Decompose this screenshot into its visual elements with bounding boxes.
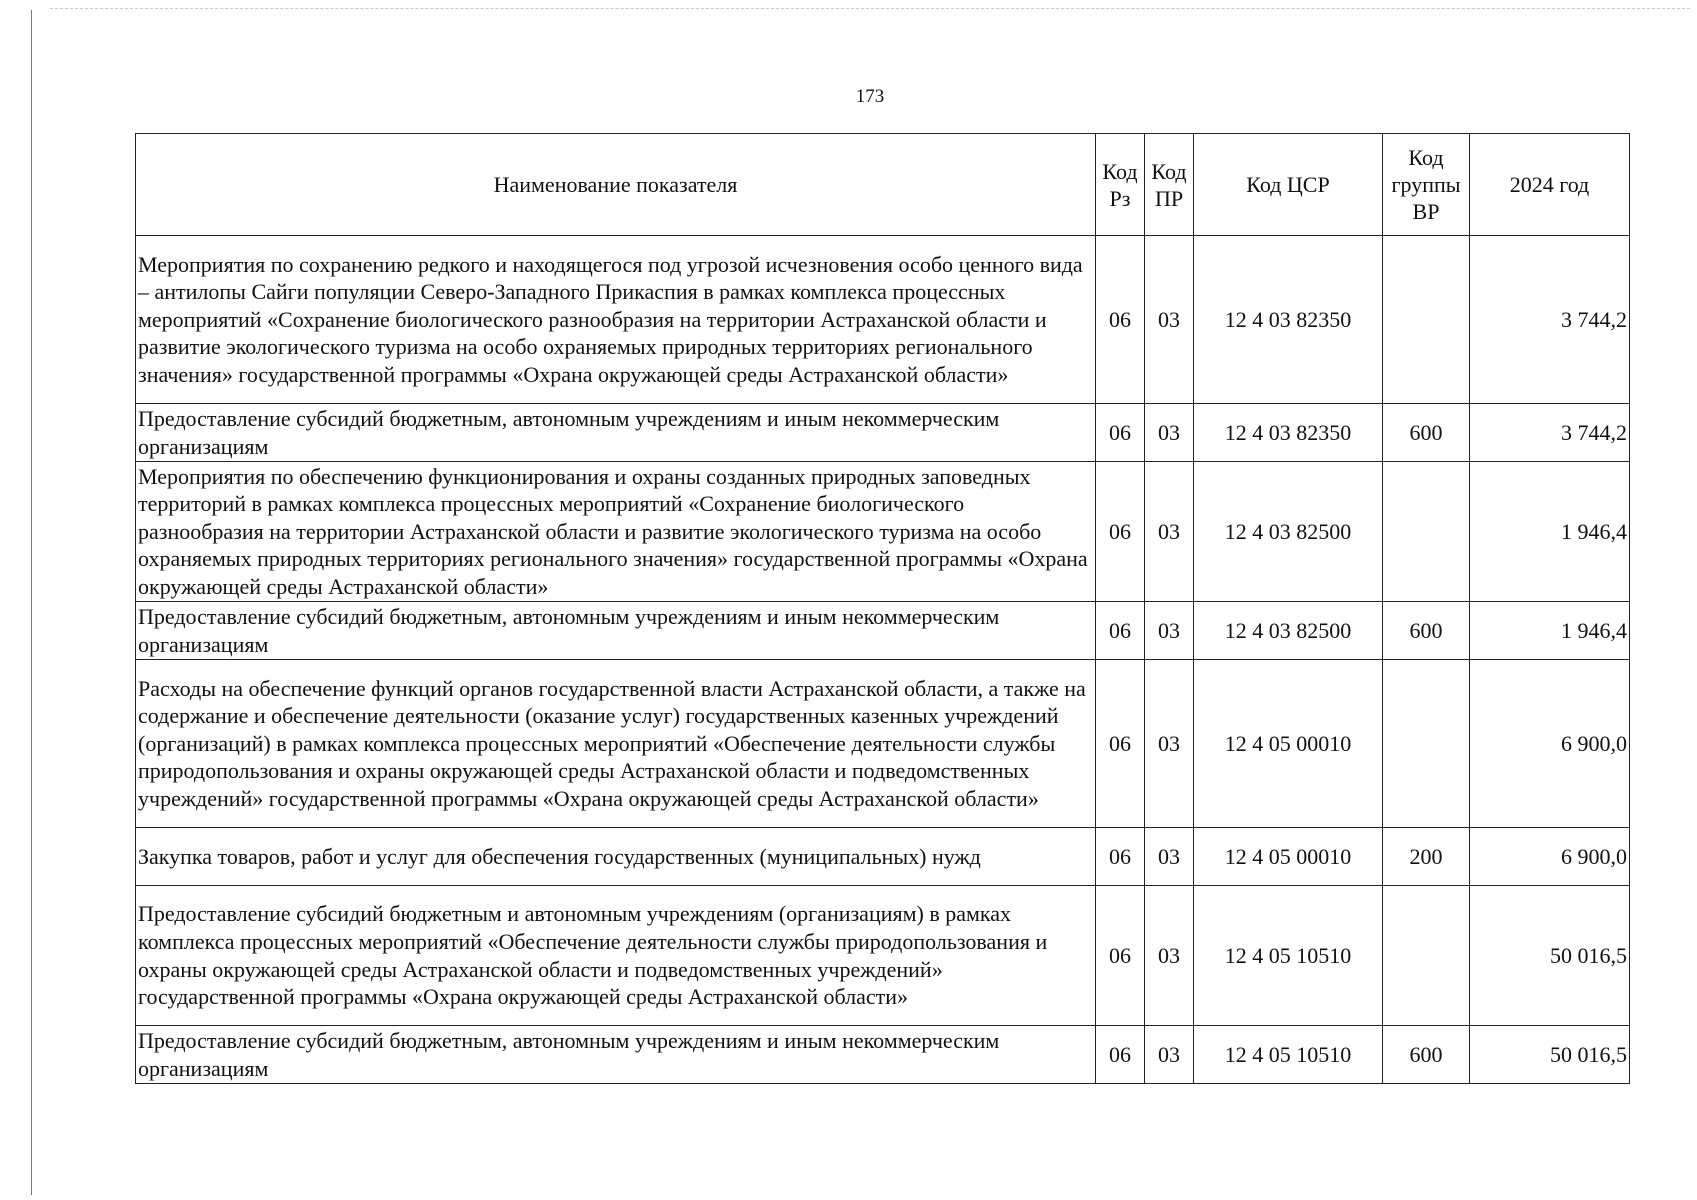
- row-csr: 12 4 05 00010: [1194, 660, 1383, 828]
- row-sum: 6 900,0: [1470, 828, 1630, 886]
- row-csr: 12 4 03 82500: [1194, 462, 1383, 602]
- row-sum: 1 946,4: [1470, 462, 1630, 602]
- row-pr: 03: [1145, 1026, 1194, 1084]
- row-vr: [1383, 886, 1470, 1026]
- row-pr: 03: [1145, 462, 1194, 602]
- row-sum: 6 900,0: [1470, 660, 1630, 828]
- row-rz: 06: [1096, 1026, 1145, 1084]
- row-sum: 3 744,2: [1470, 404, 1630, 462]
- header-csr: Код ЦСР: [1194, 134, 1383, 236]
- table-row: [136, 236, 1630, 404]
- row-csr: 12 4 03 82500: [1194, 602, 1383, 660]
- row-vr: 600: [1383, 602, 1470, 660]
- row-vr: 200: [1383, 828, 1470, 886]
- header-pr: Код ПР: [1145, 134, 1194, 236]
- row-csr: 12 4 05 10510: [1194, 1026, 1383, 1084]
- row-vr: 600: [1383, 1026, 1470, 1084]
- row-vr: [1383, 462, 1470, 602]
- scan-binding-edge: [31, 10, 32, 1195]
- row-csr: 12 4 05 00010: [1194, 828, 1383, 886]
- row-name: Предоставление субсидий бюджетным и автономным учреждениям (организациям) в рамках комплекса процессных мероприятий «Обеспечение деятельности службы природопользования и охраны окружающей среды Астраханской области и подведомственных учреждений» государственной программы «Охрана окружающей среды Астраханской области»: [136, 886, 1096, 1026]
- row-pr: 03: [1145, 404, 1194, 462]
- table-row: [136, 886, 1630, 1026]
- row-name: Предоставление субсидий бюджетным, автономным учреждениям и иным некоммерческим организациям: [136, 602, 1096, 660]
- table-row: [136, 828, 1630, 886]
- table-body: [136, 236, 1630, 1084]
- row-name: Предоставление субсидий бюджетным, автономным учреждениям и иным некоммерческим организациям: [136, 404, 1096, 462]
- row-pr: 03: [1145, 886, 1194, 1026]
- row-rz: 06: [1096, 462, 1145, 602]
- row-vr: 600: [1383, 404, 1470, 462]
- header-rz: Код Рз: [1096, 134, 1145, 236]
- header-vr: Код группы ВР: [1383, 134, 1470, 236]
- row-sum: 1 946,4: [1470, 602, 1630, 660]
- row-name: Предоставление субсидий бюджетным, автономным учреждениям и иным некоммерческим организациям: [136, 1026, 1096, 1084]
- scan-top-edge: [50, 8, 1690, 9]
- page-number: 173: [855, 86, 885, 107]
- row-rz: 06: [1096, 602, 1145, 660]
- row-name: Мероприятия по обеспечению функционирования и охраны созданных природных заповедных территорий в рамках комплекса процессных мероприятий «Сохранение биологического разнообразия на территории Астраханской области и развитие экологического туризма на особо охраняемых природных территориях регионального значения» государственной программы «Охрана окружающей среды Астраханской области»: [136, 462, 1096, 602]
- row-name: Мероприятия по сохранению редкого и находящегося под угрозой исчезновения особо ценного вида – антилопы Сайги популяции Северо-Западного Прикаспия в рамках комплекса процессных мероприятий «Сохранение биологического разнообразия на территории Астраханской области и развитие экологического туризма на особо охраняемых природных территориях регионального значения» государственной программы «Охрана окружающей среды Астраханской области»: [136, 236, 1096, 404]
- row-rz: 06: [1096, 660, 1145, 828]
- row-name: Закупка товаров, работ и услуг для обеспечения государственных (муниципальных) нужд: [136, 828, 1096, 886]
- row-sum: 3 744,2: [1470, 236, 1630, 404]
- row-name: Расходы на обеспечение функций органов государственной власти Астраханской области, а также на содержание и обеспечение деятельности (оказание услуг) государственных казенных учреждений (организаций) в рамках комплекса процессных мероприятий «Обеспечение деятельности службы природопользования и охраны окружающей среды Астраханской области и подведомственных учреждений» государственной программы «Охрана окружающей среды Астраханской области»: [136, 660, 1096, 828]
- header-row: [136, 134, 1630, 236]
- row-pr: 03: [1145, 602, 1194, 660]
- row-rz: 06: [1096, 886, 1145, 1026]
- budget-table: [135, 133, 1630, 1084]
- row-vr: [1383, 660, 1470, 828]
- row-rz: 06: [1096, 404, 1145, 462]
- row-pr: 03: [1145, 236, 1194, 404]
- row-csr: 12 4 03 82350: [1194, 404, 1383, 462]
- table-row: [136, 660, 1630, 828]
- row-sum: 50 016,5: [1470, 1026, 1630, 1084]
- table-row: [136, 1026, 1630, 1084]
- header-name: Наименование показателя: [136, 134, 1096, 236]
- row-rz: 06: [1096, 828, 1145, 886]
- row-csr: 12 4 05 10510: [1194, 886, 1383, 1026]
- table-row: [136, 462, 1630, 602]
- table-row: [136, 404, 1630, 462]
- row-sum: 50 016,5: [1470, 886, 1630, 1026]
- row-pr: 03: [1145, 828, 1194, 886]
- row-vr: [1383, 236, 1470, 404]
- header-year: 2024 год: [1470, 134, 1630, 236]
- row-pr: 03: [1145, 660, 1194, 828]
- table-header: [136, 134, 1630, 236]
- row-csr: 12 4 03 82350: [1194, 236, 1383, 404]
- table-row: [136, 602, 1630, 660]
- row-rz: 06: [1096, 236, 1145, 404]
